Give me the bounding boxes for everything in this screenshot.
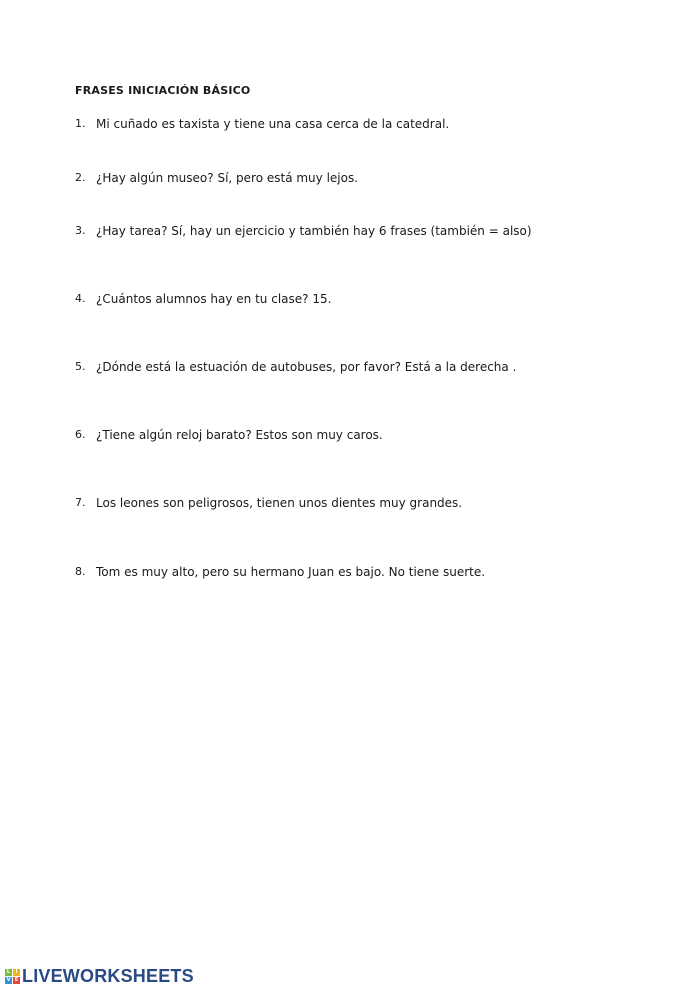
logo-letter-i: I [13,969,20,976]
sentence-item [75,428,383,442]
sentence-number: 1. [75,117,86,130]
sentence-number: 3. [75,224,86,237]
sentence-item [75,117,449,131]
sentence-text: ¿Dónde está la estuación de autobuses, por favor? Está a la derecha . [96,360,517,374]
sentence-number: 4. [75,292,86,305]
sentence-text: ¿Hay tarea? Sí, hay un ejercicio y también hay 6 frases (también = also) [96,224,532,238]
live-grid-icon [5,969,20,984]
logo-letter-v: V [6,977,11,983]
sentence-number: 7. [75,496,86,509]
sentence-text: ¿Cuántos alumnos hay en tu clase? 15. [96,292,332,306]
sentence-item [75,224,532,238]
sentence-item [75,496,462,510]
sentence-number: 5. [75,360,86,373]
logo-letter-e: E [14,977,19,983]
sentence-item [75,292,331,306]
sentence-text: ¿Hay algún museo? Sí, pero está muy lejos. [96,171,359,185]
brand-text: LIVEWORKSHEETS [22,966,194,986]
page-title: FRASES INICIACIÓN BÁSICO [75,84,251,97]
liveworksheets-logo[interactable] [5,966,194,987]
sentence-text: Mi cuñado es taxista y tiene una casa cerca de la catedral. [96,117,450,131]
sentence-text: Los leones son peligrosos, tienen unos dientes muy grandes. [96,496,463,510]
sentence-item [75,565,485,579]
sentence-number: 2. [75,171,86,184]
sentence-item [75,171,358,185]
sentence-text: Tom es muy alto, pero su hermano Juan es bajo. No tiene suerte. [96,565,486,579]
sentence-item [75,360,516,374]
logo-letter-l: L [6,969,11,975]
sentence-text: ¿Tiene algún reloj barato? Estos son muy caros. [96,428,383,442]
sentence-number: 6. [75,428,86,441]
sentence-number: 8. [75,565,86,578]
